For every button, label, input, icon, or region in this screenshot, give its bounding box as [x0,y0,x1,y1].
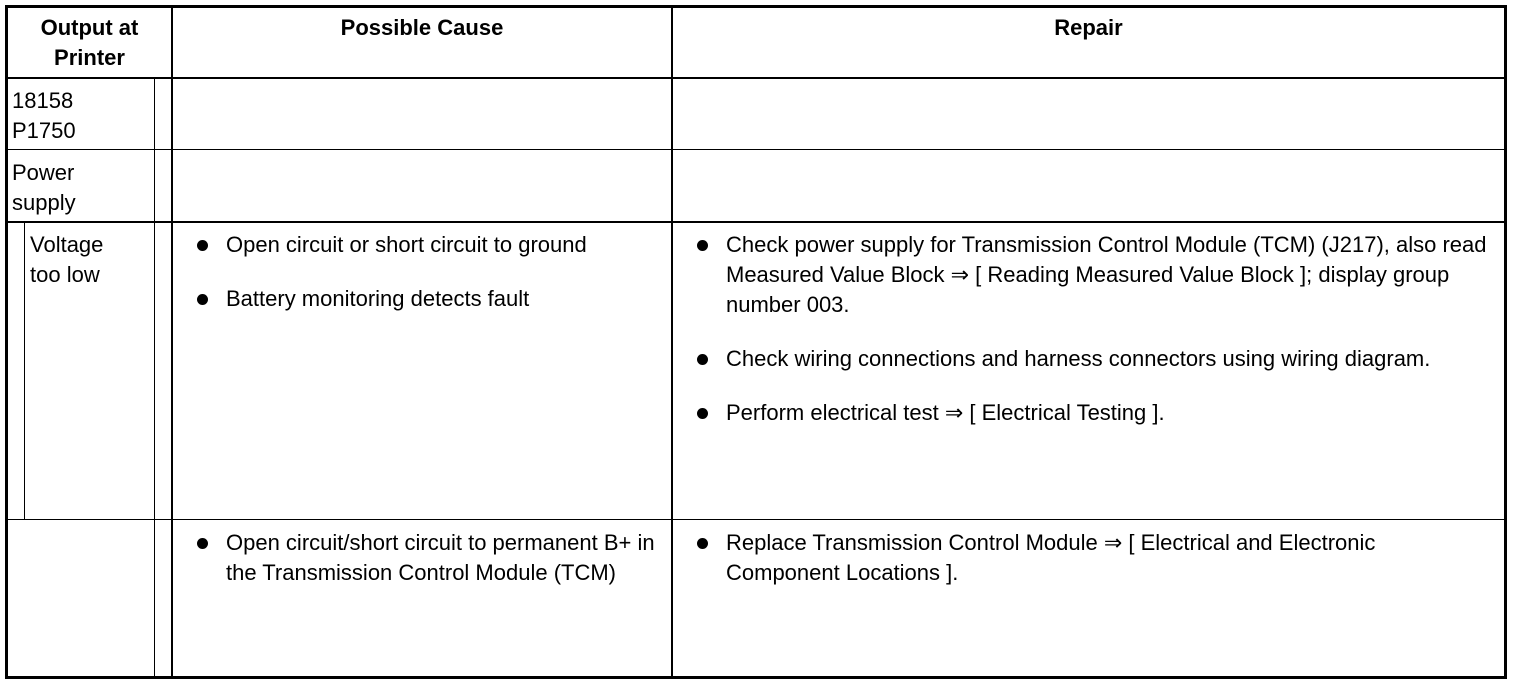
row-divider-2 [5,221,1507,223]
col-divider-repair [671,5,673,679]
table-border-right [1504,5,1507,679]
row-divider-3 [5,519,1507,520]
list-item: Perform electrical test ⇒ [ Electrical Testing ]. [688,398,1498,428]
header-output-at-printer: Output at Printer [40,15,139,70]
component-label: Power supply [12,160,76,215]
header-divider [5,77,1507,79]
header-possible-cause: Possible Cause [340,15,504,40]
table-border-top [5,5,1507,8]
indent-guide-right [154,79,155,679]
indent-guide-left [24,223,25,520]
table-border-bottom [5,676,1507,679]
fault-code: 18158 P1750 [12,88,76,143]
list-item: Open circuit/short circuit to permanent B+ in the Transmission Control Module (TCM) [188,528,664,588]
causes-list-1 [188,230,664,338]
list-item: Open circuit or short circuit to ground [188,230,664,260]
condition-label: Voltage too low [30,232,104,287]
repairs-list-2 [688,528,1478,612]
header-repair: Repair [1054,15,1123,40]
list-item: Replace Transmission Control Module ⇒ [ Electrical and Electronic Component Locations ]. [688,528,1478,588]
repairs-list-1 [688,230,1498,452]
col-divider-cause [171,5,173,679]
table-border-left [5,5,8,679]
list-item: Check power supply for Transmission Control Module (TCM) (J217), also read Measured Value Block ⇒ [ Reading Measured Value Block ]; display group number 003. [688,230,1498,320]
causes-list-2 [188,528,664,612]
row-divider-1 [5,149,1507,150]
list-item: Battery monitoring detects fault [188,284,664,314]
list-item: Check wiring connections and harness connectors using wiring diagram. [688,344,1498,374]
